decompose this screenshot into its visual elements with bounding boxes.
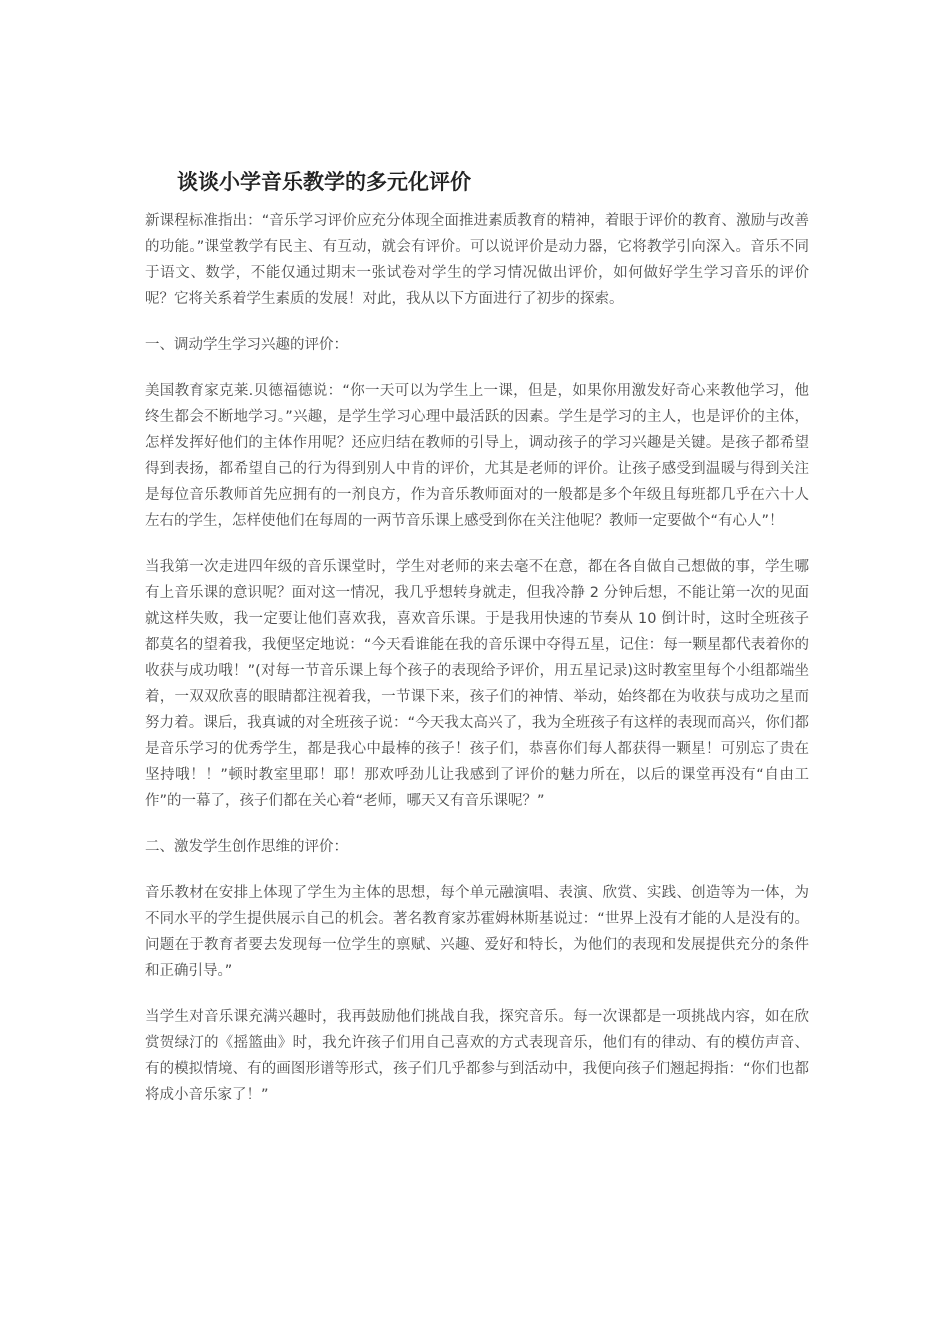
body-paragraph: 当我第一次走进四年级的音乐课堂时，学生对老师的来去毫不在意，都在各自做自己想做的事，学生哪有上音乐课的意识呢？面对这一情况，我几乎想转身就走，但我冷静 2 分钟后想，不能让第一次的见面就这样失败，我一定要让他们喜欢我，喜欢音乐课。于是我用快速的节奏从 10 倒计时，这时全班孩子都莫名的望着我，我便坚定地说：“今天看谁能在我的音乐课中夺得五星，记住：每一颗星都代表着你的收获与成功哦！”(对每一节音乐课上每个孩子的表现给予评价，用五星记录)这时教室里每个小组都端坐着，一双双欣喜的眼睛都注视着我，一节课下来，孩子们的神情、举动，始终都在为收获与成功之星而努力着。课后，我真诚的对全班孩子说：“今天我太高兴了，我为全班孩子有这样的表现而高兴，你们都是音乐学习的优秀学生，都是我心中最棒的孩子！孩子们，恭喜你们每人都获得一颗星！可别忘了贵在坚持哦！！”顿时教室里耶！耶！那欢呼劲儿让我感到了评价的魅力所在，以后的课堂再没有“自由工作”的一幕了，孩子们都在关心着“老师，哪天又有音乐课呢？”: [145, 559, 809, 809]
intro-paragraph: 新课程标准指出：“音乐学习评价应充分体现全面推进素质教育的精神，着眼于评价的教育、激励与改善的功能。”课堂教学有民主、有互动，就会有评价。可以说评价是动力器，它将教学引向深入。音乐不同于语文、数学，不能仅通过期末一张试卷对学生的学习情况做出评价，如何做好学生学习音乐的评价呢？它将关系着学生素质的发展！对此，我从以下方面进行了初步的探索。: [145, 213, 809, 307]
section-heading-2: 二、激发学生创作思维的评价：: [145, 839, 348, 855]
body-paragraph: 美国教育家克莱.贝德福德说：“你一天可以为学生上一课，但是，如果你用激发好奇心来教他学习，他终生都会不断地学习。”兴趣，是学生学习心理中最活跃的因素。学生是学习的主人，也是评价的主体，怎样发挥好他们的主体作用呢？还应归结在教师的引导上，调动孩子的学习兴趣是关键。是孩子都希望得到表扬，都希望自己的行为得到别人中肯的评价，尤其是老师的评价。让孩子感受到温暖与得到关注是每位音乐教师首先应拥有的一剂良方，作为音乐教师面对的一般都是多个年级且每班都几乎在六十人左右的学生，怎样使他们在每周的一两节音乐课上感受到你在关注他呢？教师一定要做个“有心人”！: [145, 383, 809, 529]
document-body: [145, 208, 809, 1128]
body-paragraph: 音乐教材在安排上体现了学生为主体的思想，每个单元融演唱、表演、欣赏、实践、创造等为一体，为不同水平的学生提供展示自己的机会。著名教育家苏霍姆林斯基说过：“世界上没有才能的人是没有的。问题在于教育者要去发现每一位学生的禀赋、兴趣、爱好和特长，为他们的表现和发展提供充分的条件和正确引导。”: [145, 885, 809, 979]
document-title: 谈谈小学音乐教学的多元化评价: [177, 170, 471, 194]
body-paragraph: 当学生对音乐课充满兴趣时，我再鼓励他们挑战自我，探究音乐。每一次课都是一项挑战内容，如在欣赏贺绿汀的《摇篮曲》时，我允许孩子们用自己喜欢的方式表现音乐，他们有的律动、有的模仿声音、有的模拟情境、有的画图形谱等形式，孩子们几乎都参与到活动中，我便向孩子们翘起拇指：“你们也都将成小音乐家了！”: [145, 1009, 809, 1103]
section-heading-1: 一、调动学生学习兴趣的评价：: [145, 337, 348, 353]
